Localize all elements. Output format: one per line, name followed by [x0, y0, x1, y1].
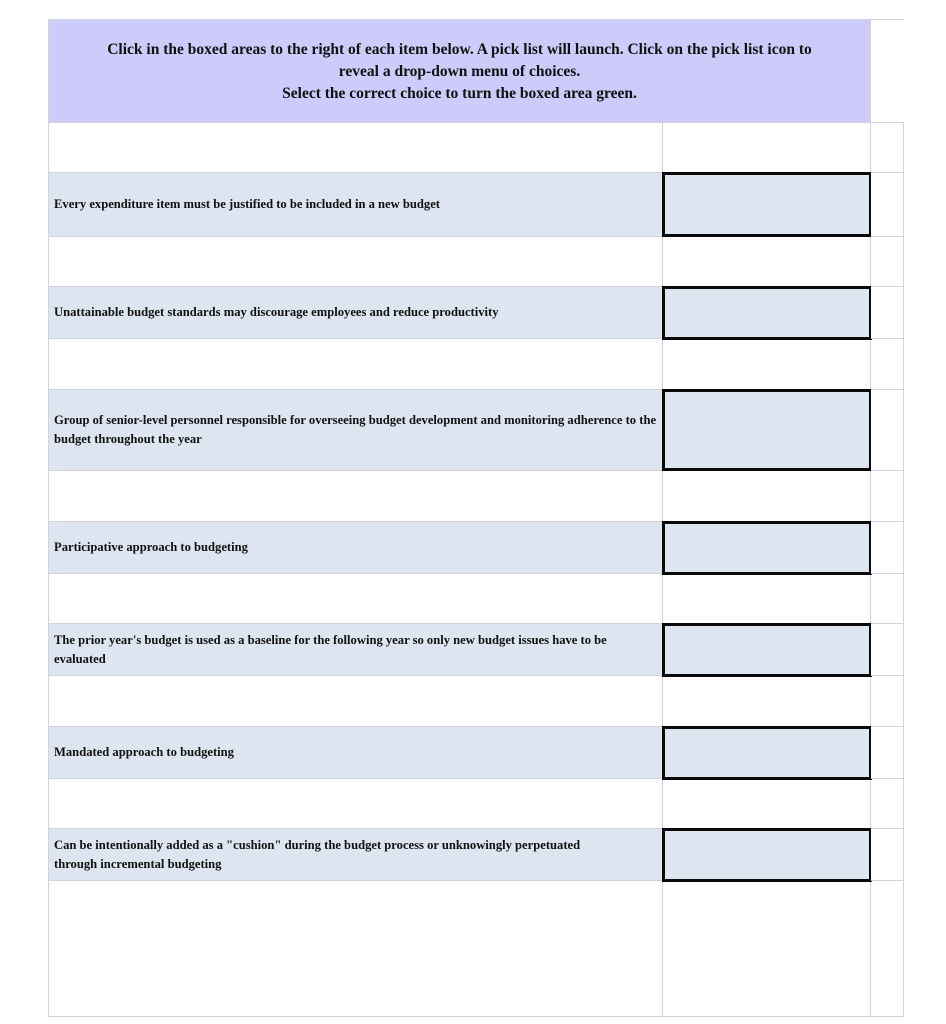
item-text-4: Participative approach to budgeting — [54, 540, 248, 554]
answer-box-3[interactable] — [662, 389, 872, 471]
item-text-2: Unattainable budget standards may discourage employees and reduce productivity — [54, 305, 499, 319]
right-cell-3 — [871, 389, 903, 471]
answer-box-4[interactable] — [662, 521, 872, 575]
right-cell-5 — [871, 623, 903, 676]
header-empty-cell — [870, 20, 904, 122]
worksheet — [48, 19, 904, 1017]
answer-box-7[interactable] — [662, 828, 872, 882]
right-cell-1 — [871, 172, 903, 237]
instructions-line-2: reveal a drop-down menu of choices. — [338, 63, 581, 80]
item-text-3: Group of senior-level personnel responsible for overseeing budget development and monitoring adherence to the budget throughout the year — [54, 413, 657, 446]
item-row-3 — [49, 389, 663, 471]
answer-box-6[interactable] — [662, 726, 872, 780]
instructions-line-1: Click in the boxed areas to the right of each item below. A pick list will launch. Click on the pick list icon to — [107, 41, 812, 58]
right-cell-7 — [871, 828, 903, 881]
right-cell-2 — [871, 286, 903, 339]
instructions-line-3: Select the correct choice to turn the boxed area green. — [282, 85, 637, 102]
right-cell-4 — [871, 521, 903, 574]
answer-box-2[interactable] — [662, 286, 872, 340]
item-text-5: The prior year's budget is used as a baseline for the following year so only new budget issues have to be evaluated — [54, 632, 607, 666]
item-text-1: Every expenditure item must be justified to be included in a new budget — [54, 197, 440, 211]
header-divider — [49, 122, 903, 123]
item-row-1 — [49, 172, 663, 237]
item-text-7: Can be intentionally added as a "cushion" during the budget process or unknowingly perpetuated through incremental budgeting — [54, 837, 581, 871]
item-row-7 — [49, 828, 663, 881]
right-cell-6 — [871, 726, 903, 779]
instructions-header — [49, 20, 870, 122]
answer-box-1[interactable] — [662, 172, 872, 237]
item-text-6: Mandated approach to budgeting — [54, 745, 234, 759]
answer-box-5[interactable] — [662, 623, 872, 677]
item-row-4 — [49, 521, 663, 574]
item-row-2 — [49, 286, 663, 339]
item-row-5 — [49, 623, 663, 676]
item-row-6 — [49, 726, 663, 779]
